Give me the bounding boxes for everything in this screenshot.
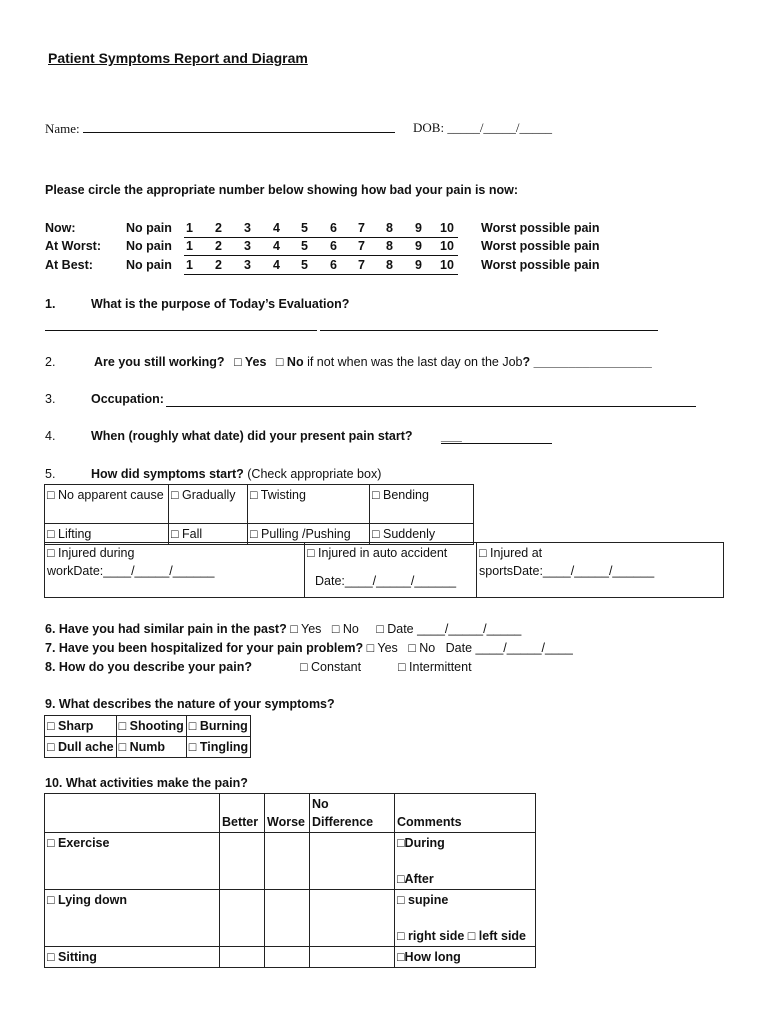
lying-side-checkboxes[interactable]: □ right side □ left side (397, 929, 527, 943)
injured-sports-label: □ Injured at (479, 546, 543, 560)
q1-text: What is the purpose of Today’s Evaluation? (91, 297, 350, 311)
q7-options[interactable]: □ Yes □ No Date ____/_____/____ (366, 641, 573, 655)
q5-onset-table (44, 484, 474, 545)
pain-scale-best (184, 258, 458, 275)
exercise-after-checkbox[interactable]: □After (397, 872, 434, 886)
pain-scale-worst (184, 239, 458, 256)
header-better: Better (220, 794, 265, 833)
header-difference: Difference (312, 815, 374, 829)
pain-scale-now (184, 221, 458, 238)
occupation-field[interactable] (166, 394, 696, 407)
q5-injury-table (44, 542, 724, 598)
q2-text: Are you still working? (94, 355, 225, 369)
pain-row-best-high: Worst possible pain (481, 258, 600, 272)
pain-row-worst-label: At Worst: (45, 239, 102, 253)
activity-sitting[interactable]: □ Sitting (45, 947, 220, 968)
q4-blank-prefix: ___ (441, 429, 462, 443)
q10-text: 10. What activities make the pain? (45, 776, 248, 790)
activity-exercise[interactable]: □ Exercise (45, 833, 220, 890)
pain-number-9[interactable]: 9 (415, 221, 422, 235)
onset-no-apparent-cause[interactable]: □ No apparent cause (45, 485, 169, 524)
q7-row (45, 641, 573, 655)
pain-number-7[interactable]: 7 (358, 258, 365, 272)
dob-row (413, 120, 552, 136)
activity-header-blank (45, 794, 220, 833)
lying-better-cell[interactable] (220, 890, 265, 947)
header-comments: Comments (395, 794, 536, 833)
q5-row (91, 467, 381, 481)
pain-row-now-label: Now: (45, 221, 76, 235)
pain-number-7[interactable]: 7 (358, 221, 365, 235)
q6-row (45, 622, 521, 636)
lying-supine-checkbox[interactable]: □ supine (397, 893, 449, 907)
injured-during-work-cell[interactable] (45, 543, 305, 598)
q3-number: 3. (45, 392, 56, 406)
symptom-sharp[interactable]: □ Sharp (45, 716, 117, 737)
pain-number-10[interactable]: 10 (440, 221, 454, 235)
q1-answer-line-2[interactable] (320, 318, 658, 331)
sitting-no-difference-cell[interactable] (310, 947, 395, 968)
onset-pulling-pushing[interactable]: □ Pulling /Pushing (248, 524, 370, 545)
pain-row-best-low: No pain (126, 258, 172, 272)
pain-number-5[interactable]: 5 (301, 258, 308, 272)
pain-number-9[interactable]: 9 (415, 258, 422, 272)
onset-twisting[interactable]: □ Twisting (248, 485, 370, 524)
onset-gradually[interactable]: □ Gradually (169, 485, 248, 524)
pain-number-7[interactable]: 7 (358, 239, 365, 253)
q2-yes-checkbox[interactable]: □ Yes (234, 355, 267, 369)
pain-number-9[interactable]: 9 (415, 239, 422, 253)
pain-number-5[interactable]: 5 (301, 239, 308, 253)
pain-row-best-label: At Best: (45, 258, 93, 272)
activity-lying-down[interactable]: □ Lying down (45, 890, 220, 947)
exercise-no-difference-cell[interactable] (310, 833, 395, 890)
lying-worse-cell[interactable] (265, 890, 310, 947)
q5-text: How did symptoms start? (91, 467, 244, 481)
exercise-comments-cell (395, 833, 536, 890)
pain-start-date-field[interactable] (441, 431, 552, 444)
pain-number-2[interactable]: 2 (215, 258, 222, 272)
pain-row-worst-high: Worst possible pain (481, 239, 600, 253)
q1-number: 1. (45, 297, 56, 311)
symptom-numb[interactable]: □ Numb (116, 737, 186, 758)
q2-number: 2. (45, 355, 56, 369)
pain-number-4[interactable]: 4 (273, 221, 280, 235)
pain-number-8[interactable]: 8 (386, 221, 393, 235)
q2-question-mark: ? (522, 355, 531, 369)
symptom-dull-ache[interactable]: □ Dull ache (45, 737, 117, 758)
pain-number-3[interactable]: 3 (244, 258, 251, 272)
q8-constant-checkbox[interactable]: □ Constant (300, 660, 362, 674)
pain-number-2[interactable]: 2 (215, 221, 222, 235)
q8-intermittent-checkbox[interactable]: □ Intermittent (398, 660, 472, 674)
q7-text: 7. Have you been hospitalized for your pain problem? (45, 641, 364, 655)
q4-text: When (roughly what date) did your present pain start? (91, 429, 413, 443)
onset-bending[interactable]: □ Bending (370, 485, 474, 524)
pain-number-3[interactable]: 3 (244, 221, 251, 235)
pain-number-10[interactable]: 10 (440, 239, 454, 253)
pain-number-6[interactable]: 6 (330, 221, 337, 235)
symptom-tingling[interactable]: □ Tingling (186, 737, 250, 758)
q3-text: Occupation: (91, 392, 164, 406)
pain-number-4[interactable]: 4 (273, 258, 280, 272)
pain-number-1[interactable]: 1 (186, 239, 193, 253)
sports-date-field[interactable]: sportsDate:____/_____/______ (479, 564, 655, 578)
sitting-how-long-checkbox[interactable]: □How long (395, 947, 536, 968)
pain-number-6[interactable]: 6 (330, 258, 337, 272)
q6-text: 6. Have you had similar pain in the past? (45, 622, 287, 636)
q2-rest: if not when was the last day on the Job (303, 355, 523, 369)
pain-number-1[interactable]: 1 (186, 258, 193, 272)
pain-row-worst-low: No pain (126, 239, 172, 253)
q2-row (94, 355, 652, 369)
lying-comments-cell (395, 890, 536, 947)
onset-fall[interactable]: □ Fall (169, 524, 248, 545)
pain-number-1[interactable]: 1 (186, 221, 193, 235)
auto-accident-date-field[interactable]: Date:____/_____/______ (315, 574, 457, 588)
onset-lifting[interactable]: □ Lifting (45, 524, 169, 545)
injured-during-work-label: □ Injured during (47, 546, 135, 560)
dob-field[interactable]: _____/_____/_____ (447, 120, 553, 135)
sitting-better-cell[interactable] (220, 947, 265, 968)
q8-text: 8. How do you describe your pain? (45, 660, 252, 674)
lying-no-difference-cell[interactable] (310, 890, 395, 947)
pain-number-6[interactable]: 6 (330, 239, 337, 253)
q9-symptom-table (44, 715, 251, 758)
pain-number-10[interactable]: 10 (440, 258, 454, 272)
exercise-better-cell[interactable] (220, 833, 265, 890)
name-field[interactable] (83, 120, 395, 133)
pain-row-now-high: Worst possible pain (481, 221, 600, 235)
onset-suddenly[interactable]: □ Suddenly (370, 524, 474, 545)
q10-activity-table (44, 793, 536, 968)
symptom-shooting[interactable]: □ Shooting (116, 716, 186, 737)
q9-text: 9. What describes the nature of your symptoms? (45, 697, 335, 711)
work-date-field[interactable]: workDate:____/_____/______ (47, 564, 215, 578)
exercise-during-checkbox[interactable]: □During (397, 836, 445, 850)
dob-label: DOB: (413, 120, 445, 135)
pain-number-2[interactable]: 2 (215, 239, 222, 253)
q2-no-checkbox[interactable]: □ No (275, 355, 304, 369)
symptom-burning[interactable]: □ Burning (186, 716, 250, 737)
header-worse: Worse (265, 794, 310, 833)
name-label: Name: (45, 121, 80, 136)
q1-answer-line-1[interactable] (45, 318, 317, 331)
name-row (45, 120, 395, 137)
injured-auto-accident-label: □ Injured in auto accident (307, 546, 448, 560)
exercise-worse-cell[interactable] (265, 833, 310, 890)
sitting-worse-cell[interactable] (265, 947, 310, 968)
header-no: No (312, 797, 329, 811)
page-title: Patient Symptoms Report and Diagram (48, 50, 308, 66)
injured-sports-cell[interactable] (477, 543, 724, 598)
pain-number-3[interactable]: 3 (244, 239, 251, 253)
q2-last-day-field[interactable]: _________________ (533, 355, 652, 369)
pain-number-8[interactable]: 8 (386, 258, 393, 272)
pain-row-now-low: No pain (126, 221, 172, 235)
q5-note: (Check appropriate box) (243, 467, 382, 481)
pain-number-4[interactable]: 4 (273, 239, 280, 253)
pain-number-5[interactable]: 5 (301, 221, 308, 235)
pain-instruction: Please circle the appropriate number below showing how bad your pain is now: (45, 183, 518, 197)
q4-number: 4. (45, 429, 56, 443)
q5-number: 5. (45, 467, 56, 481)
injured-auto-accident-cell[interactable] (305, 543, 477, 598)
header-no-difference (310, 794, 395, 833)
q6-options[interactable]: □ Yes □ No □ Date ____/_____/_____ (290, 622, 522, 636)
q8-row (45, 660, 252, 674)
pain-number-8[interactable]: 8 (386, 239, 393, 253)
